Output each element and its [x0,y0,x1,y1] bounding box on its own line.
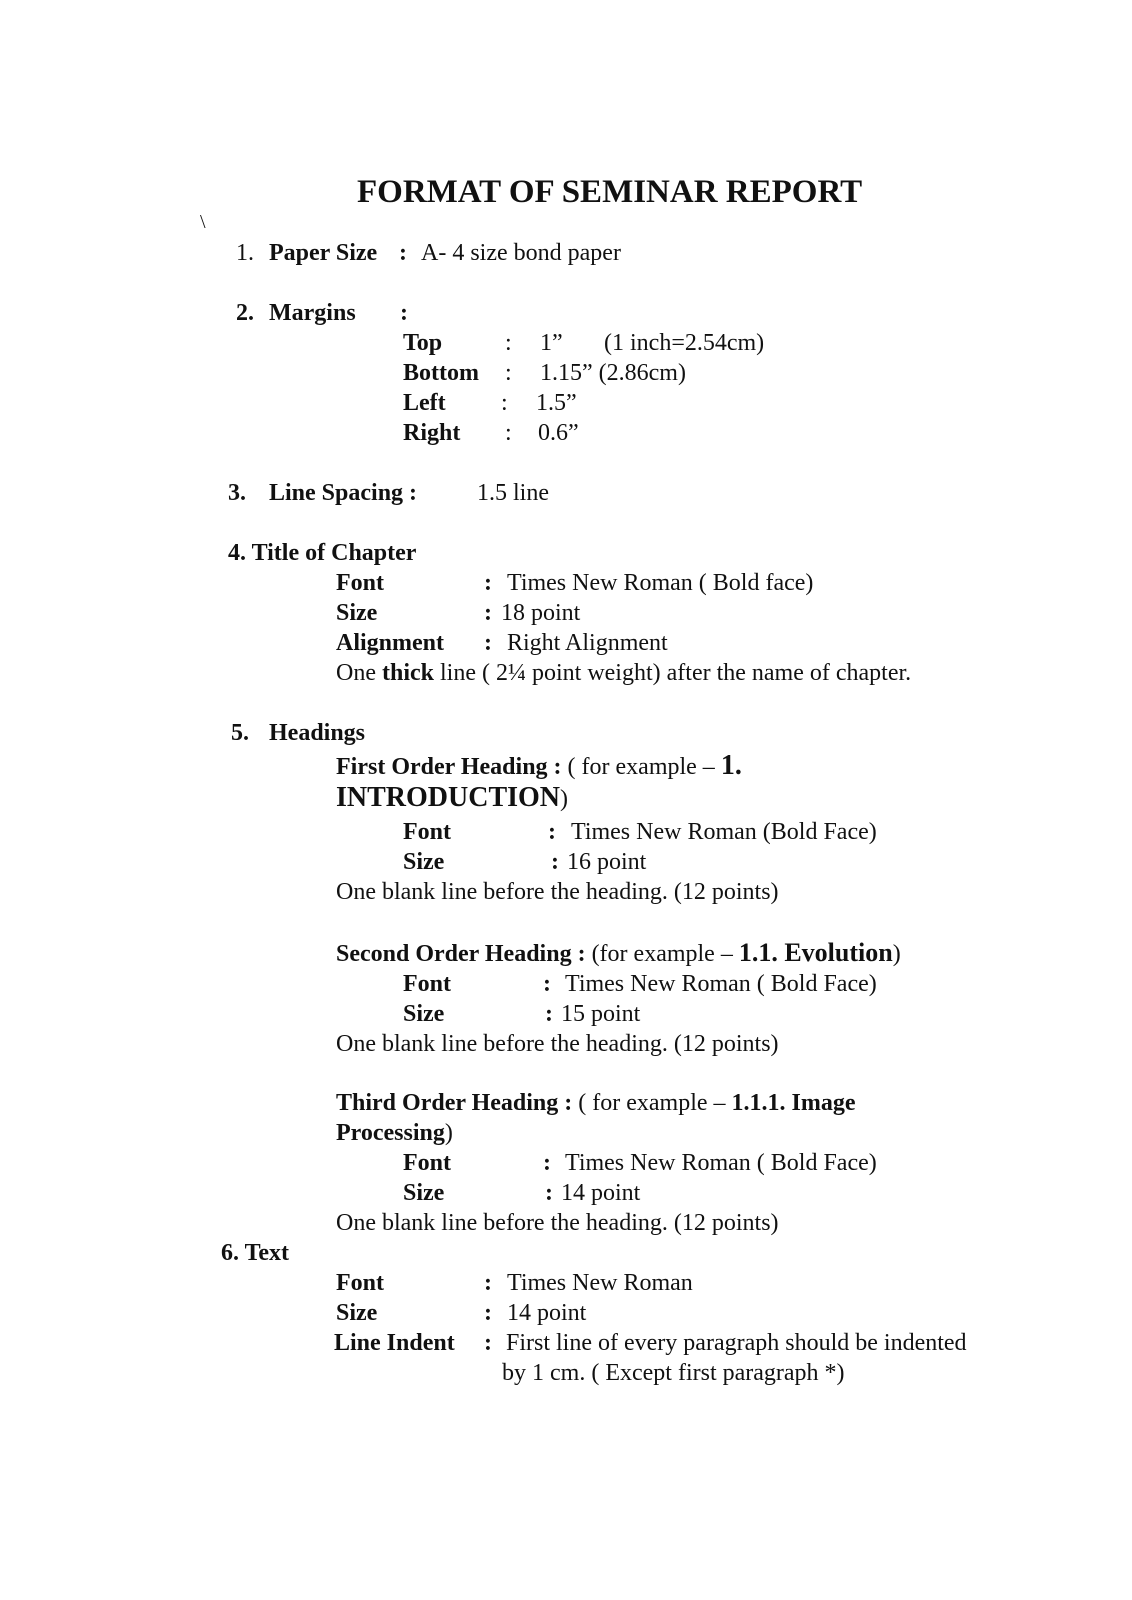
blank-line-note: One blank line before the heading. (12 points) [336,1031,779,1057]
font-value: Times New Roman ( Bold Face) [565,1150,877,1176]
label-colon: : [545,1001,553,1027]
font-label: Font [336,1270,384,1296]
label-colon: : [399,240,407,266]
example-prefix: ( for example – [572,1090,732,1116]
example-bold: 1. [720,750,742,781]
example-close: ) [892,941,901,967]
size-value: 18 point [501,600,581,626]
size-label: Size [403,1001,445,1027]
example-bold: Processing [336,1120,445,1146]
size-value: 14 point [507,1300,587,1326]
third-order-heading-label: Third Order Heading : [336,1090,573,1116]
stray-mark: \ [200,211,206,233]
section-number: 2. [236,300,254,326]
font-value: Times New Roman (Bold Face) [571,819,877,845]
line-indent-continuation: by 1 cm. ( Except first paragraph *) [502,1360,845,1386]
chapter-line-note [336,661,911,685]
margin-left-value: 1.5” [536,390,577,416]
font-label: Font [403,819,451,845]
label-colon: : [505,330,512,356]
second-order-heading-label: Second Order Heading : [336,941,586,967]
first-order-example-line [336,784,568,812]
label-colon: : [551,849,559,875]
section-label: Margins [269,300,356,326]
example-prefix: ( for example – [561,754,721,780]
third-order-example-line [336,1121,453,1145]
margin-top-note: (1 inch=2.54cm) [604,330,765,356]
section-label: Line Spacing : [269,480,418,506]
size-label: Size [336,1300,378,1326]
font-label: Font [403,1150,451,1176]
note-suffix: line ( 2¼ point weight) after the name of chapter. [434,660,912,686]
note-bold: thick [381,660,434,686]
label-colon: : [505,420,512,446]
label-colon: : [484,1330,492,1356]
label-colon: : [543,1150,551,1176]
font-label: Font [336,570,384,596]
margin-right-value: 0.6” [538,420,579,446]
label-colon: : [400,300,408,326]
label-colon: : [505,360,512,386]
margin-right-label: Right [403,420,461,446]
label-colon: : [484,1270,492,1296]
size-value: 15 point [561,1001,641,1027]
example-bold: 1.1.1. Image [731,1090,856,1116]
section-number: 1. [236,240,254,266]
margin-top-label: Top [403,330,443,356]
label-colon: : [501,390,508,416]
first-order-heading-label: First Order Heading : [336,754,562,780]
section-value: 1.5 line [477,480,549,506]
label-colon: : [484,1300,492,1326]
alignment-value: Right Alignment [507,630,668,656]
section-label: Paper Size [269,240,378,266]
label-colon: : [548,819,556,845]
example-bold: 1.1. Evolution [738,938,893,967]
label-colon: : [484,600,492,626]
margin-bottom-label: Bottom [403,360,479,386]
blank-line-note: One blank line before the heading. (12 points) [336,879,779,905]
section-heading: 4. Title of Chapter [228,540,417,566]
font-label: Font [403,971,451,997]
size-value: 14 point [561,1180,641,1206]
size-value: 16 point [567,849,647,875]
example-prefix: (for example – [585,941,739,967]
size-label: Size [403,849,445,875]
margin-top-value: 1” [540,330,563,356]
example-close: ) [444,1120,453,1146]
example-bold: INTRODUCTION [336,782,561,813]
blank-line-note: One blank line before the heading. (12 points) [336,1210,779,1236]
size-label: Size [403,1180,445,1206]
section-number: 3. [228,480,246,506]
margin-left-label: Left [403,390,446,416]
label-colon: : [543,971,551,997]
size-label: Size [336,600,378,626]
line-indent-value: First line of every paragraph should be indented [506,1330,967,1356]
section-value: A- 4 size bond paper [421,240,621,266]
section-label: Headings [269,720,366,746]
section-heading: 6. Text [221,1240,290,1266]
third-order-heading-label-line [336,1091,856,1115]
label-colon: : [484,570,492,596]
font-value: Times New Roman ( Bold Face) [565,971,877,997]
font-value: Times New Roman ( Bold face) [507,570,814,596]
line-indent-label: Line Indent [334,1330,455,1356]
margin-bottom-value: 1.15” (2.86cm) [540,360,686,386]
first-order-heading-label-line [336,752,742,780]
label-colon: : [545,1180,553,1206]
alignment-label: Alignment [336,630,444,656]
page-title: FORMAT OF SEMINAR REPORT [357,174,863,210]
example-close: ) [560,786,569,812]
second-order-heading-label-line [336,940,901,966]
font-value: Times New Roman [507,1270,693,1296]
section-number: 5. [231,720,249,746]
note-prefix: One [336,660,382,686]
label-colon: : [484,630,492,656]
